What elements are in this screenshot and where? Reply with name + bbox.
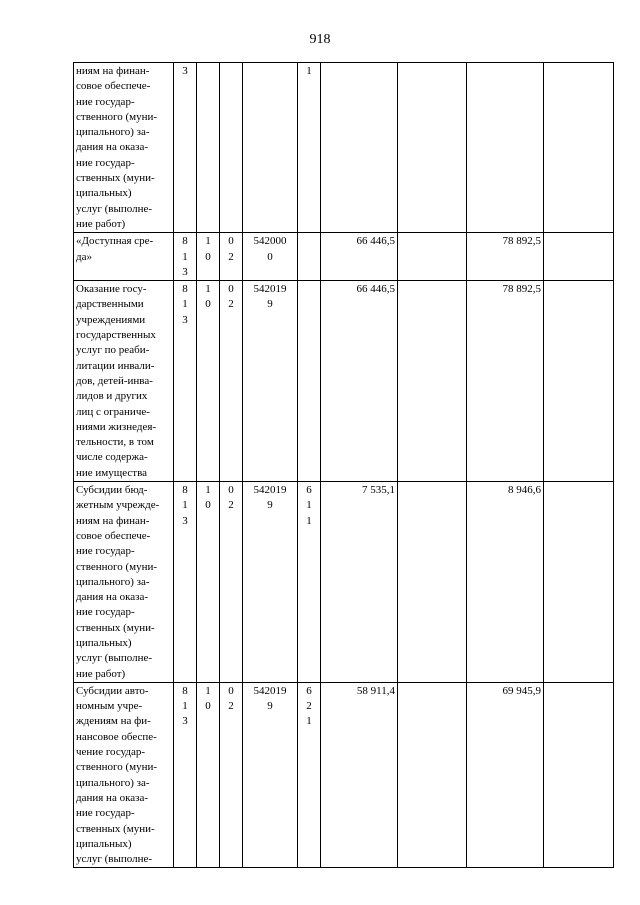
value-cell-1: 66 446,5 [321,233,398,281]
row-name-cell: Субсидии бюд- жетным учрежде- ниям на финан- совое обеспече- ние государ- ственного (муни- ципального) за- дания на оказа- ние государ- ственных (муни- ципальных) услуг (выполне- ние работ) [74,482,174,683]
value-cell-1: 66 446,5 [321,281,398,482]
code-cell-5: 6 2 1 [298,682,321,868]
code-cell-2: 1 0 [197,482,220,683]
empty-cell [398,63,467,233]
value-cell-2: 78 892,5 [467,233,544,281]
row-name-cell: Субсидии авто- номным учре- ждениям на фи- нансовое обеспе- чение государ- ственного (муни- ципального) за- дания на оказа- ние государ- ственных (муни- ципальных) услуг (выполне- [74,682,174,868]
empty-cell [398,233,467,281]
empty-cell [398,281,467,482]
empty-cell [544,233,614,281]
code-cell-3 [220,63,243,233]
empty-cell [544,682,614,868]
empty-cell [544,281,614,482]
code-cell-4 [243,63,298,233]
code-cell-4: 542000 0 [243,233,298,281]
code-cell-2: 1 0 [197,281,220,482]
table-row [74,63,614,233]
code-cell-5: 6 1 1 [298,482,321,683]
code-cell-3: 0 2 [220,482,243,683]
code-cell-1: 8 1 3 [174,233,197,281]
value-cell-1: 7 535,1 [321,482,398,683]
value-cell-1 [321,63,398,233]
code-cell-5: 1 [298,63,321,233]
value-cell-2 [467,63,544,233]
code-cell-4: 542019 9 [243,682,298,868]
code-cell-5 [298,281,321,482]
table-body [74,63,614,868]
empty-cell [544,482,614,683]
code-cell-1: 8 1 3 [174,682,197,868]
code-cell-4: 542019 9 [243,281,298,482]
code-cell-2 [197,63,220,233]
empty-cell [544,63,614,233]
row-name-cell: ниям на финан- совое обеспече- ние государ- ственного (муни- ципального) за- дания на оказа- ние государ- ственных (муни- ципальных) услуг (выполне- ние работ) [74,63,174,233]
value-cell-1: 58 911,4 [321,682,398,868]
code-cell-3: 0 2 [220,233,243,281]
code-cell-5 [298,233,321,281]
page-number: 918 [309,32,331,47]
empty-cell [398,482,467,683]
code-cell-3: 0 2 [220,281,243,482]
code-cell-1: 8 1 3 [174,482,197,683]
table-row [74,233,614,281]
row-name-cell: «Доступная сре- да» [74,233,174,281]
code-cell-1: 3 [174,63,197,233]
code-cell-1: 8 1 3 [174,281,197,482]
table-row [74,482,614,683]
table-row [74,281,614,482]
value-cell-2: 69 945,9 [467,682,544,868]
code-cell-2: 1 0 [197,233,220,281]
budget-table [73,62,614,868]
row-name-cell: Оказание госу- дарственными учреждениями государственных услуг по реаби- литации инвали- дов, детей-инва- лидов и других лиц с ограниче- ниями жизнедея- тельности, в том числе содержа- ние имущества [74,281,174,482]
code-cell-2: 1 0 [197,682,220,868]
value-cell-2: 78 892,5 [467,281,544,482]
code-cell-3: 0 2 [220,682,243,868]
code-cell-4: 542019 9 [243,482,298,683]
empty-cell [398,682,467,868]
value-cell-2: 8 946,6 [467,482,544,683]
table-row [74,682,614,868]
